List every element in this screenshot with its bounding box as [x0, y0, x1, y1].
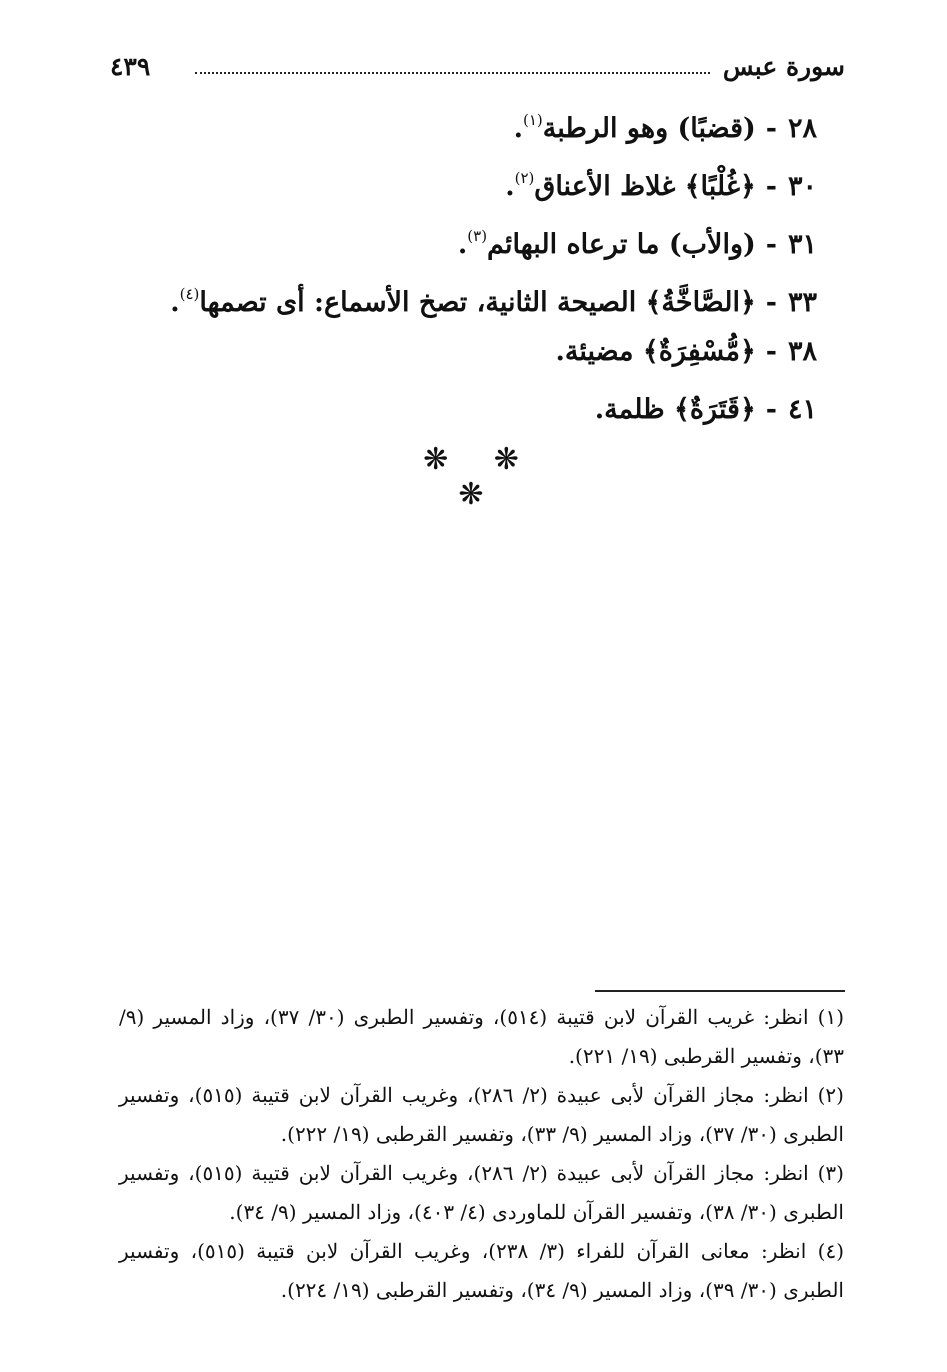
footnote-ref: (٤)	[179, 285, 200, 303]
entry-period: .	[457, 229, 468, 260]
footnotes	[119, 998, 844, 1310]
glossary-entry	[97, 100, 817, 158]
section-separator-stars: ❋ ❋ ❋	[423, 442, 537, 512]
entry-text: ﴿الصَّاخَّةُ﴾ الصيحة الثانية، تصخ الأسماع: أى تصمها	[199, 287, 756, 318]
verse-number: ٣٣	[787, 287, 817, 318]
footnote-2: (٢) انظر: مجاز القرآن لأبى عبيدة (٢/ ٢٨٦)، وغريب القرآن لابن قتيبة (٥١٥)، وتفسير الطبرى (٣٠/ ٣٧)، وزاد المسير (٩/ ٣٣)، وتفسير القرطبى (١٩/ ٢٢٢).	[119, 1083, 844, 1146]
verse-number: ٢٨	[787, 113, 817, 144]
verse-number: ٤١	[787, 394, 817, 425]
verse-number: ٣٨	[787, 336, 817, 367]
page-number: ٤٣٩	[110, 52, 151, 81]
footnote-ref: (١)	[522, 111, 543, 129]
footnote-1: (١) انظر: غريب القرآن لابن قتيبة (٥١٤)، وتفسير الطبرى (٣٠/ ٣٧)، وزاد المسير (٩/ ٣٣)، وتفسير القرطبى (١٩/ ٢٢١).	[119, 1005, 844, 1068]
entry-dash: -	[765, 336, 777, 367]
entry-dash: -	[765, 229, 777, 260]
footnote-4: (٤) انظر: معانى القرآن للفراء (٣/ ٢٣٨)، وغريب القرآن لابن قتيبة (٥١٥)، وتفسير الطبرى (٣٠/ ٣٩)، وزاد المسير (٩/ ٣٤)، وتفسير القرطبى (١٩/ ٢٢٤).	[119, 1239, 844, 1302]
footnote-3: (٣) انظر: مجاز القرآن لأبى عبيدة (٢/ ٢٨٦)، وغريب القرآن لابن قتيبة (٥١٥)، وتفسير الطبرى (٣٠/ ٣٨)، وتفسير القرآن للماوردى (٤/ ٤٠٣)، وزاد المسير (٩/ ٣٤).	[119, 1161, 844, 1224]
entry-text: ﴿غُلْبًا﴾ غلاظ الأعناق	[534, 171, 756, 202]
glossary-entry	[97, 390, 817, 448]
entry-dash: -	[765, 394, 777, 425]
verse-number: ٣٠	[787, 171, 817, 202]
page-header	[110, 52, 845, 92]
footnote-ref: (٣)	[467, 227, 488, 245]
surah-title: سورة عبس	[722, 52, 845, 81]
entry-text: ﴿مُّسْفِرَةٌ﴾ مضيئة.	[555, 336, 756, 367]
verse-number: ٣١	[787, 229, 817, 260]
entry-text: (والأب) ما ترعاه البهائم	[487, 229, 756, 260]
entry-dash: -	[765, 113, 777, 144]
glossary-entry	[97, 274, 817, 332]
glossary-entry	[97, 332, 817, 390]
header-dotted-leader	[195, 72, 710, 74]
entry-dash: -	[765, 171, 777, 202]
glossary-entry	[97, 158, 817, 216]
glossary-entry	[97, 216, 817, 274]
entry-dash: -	[765, 287, 777, 318]
footnote-ref: (٢)	[514, 169, 535, 187]
entry-period: .	[505, 171, 515, 202]
entry-period: .	[170, 287, 180, 318]
entry-period: .	[513, 113, 523, 144]
footnote-rule	[595, 990, 845, 992]
entry-text: ﴿قَتَرَةٌ﴾ ظلمة.	[594, 394, 756, 425]
glossary-entries	[97, 100, 817, 448]
entry-text: (قضبًا) وهو الرطبة	[542, 113, 756, 144]
